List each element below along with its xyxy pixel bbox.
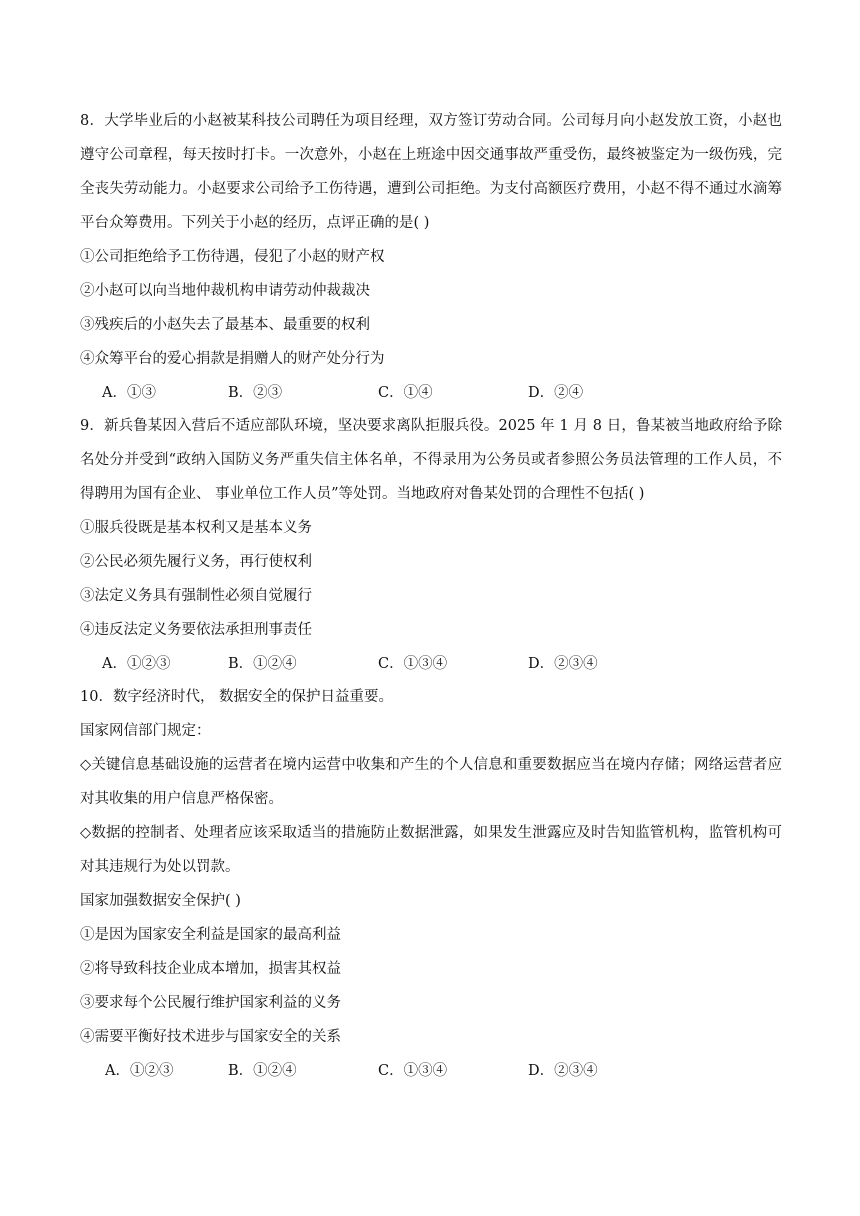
question-10 [80, 680, 782, 1088]
option-d[interactable]: D．②③④ [528, 656, 598, 672]
statement-item: ④众筹平台的爱心捐款是捐赠人的财产处分行为 [80, 351, 385, 367]
statement-item: ④违反法定义务要依法承担刑事责任 [80, 622, 312, 638]
question-9 [80, 409, 782, 681]
option-b[interactable]: B．①②④ [228, 656, 297, 672]
regulation-paragraph: ◇关键信息基础设施的运营者在境内运营中收集和产生的个人信息和重要数据应当在境内存储；网络运营者应对其收集的用户信息严格保密。 [80, 757, 782, 807]
option-c[interactable]: C．①③④ [378, 656, 448, 672]
option-b[interactable]: B．①②④ [228, 1063, 297, 1079]
statement-item: ④需要平衡好技术进步与国家安全的关系 [80, 1029, 341, 1045]
option-d[interactable]: D．②④ [528, 385, 584, 401]
question-stem: 国家加强数据安全保护( ) [80, 893, 241, 909]
option-d[interactable]: D．②③④ [528, 1063, 598, 1079]
statement-item: ③残疾后的小赵失去了最基本、最重要的权利 [80, 317, 370, 333]
regulation-paragraph: ◇数据的控制者、处理者应该采取适当的措施防止数据泄露，如果发生泄露应及时告知监管机构，监管机构可对其违规行为处以罚款。 [80, 825, 782, 875]
answer-options [80, 647, 782, 681]
statement-item: ②小赵可以向当地仲裁机构申请劳动仲裁裁决 [80, 283, 370, 299]
statement-item: ③法定义务具有强制性必须自觉履行 [80, 588, 312, 604]
statement-item: ①公司拒绝给予工伤待遇，侵犯了小赵的财产权 [80, 249, 385, 265]
question-intro: 国家网信部门规定： [80, 723, 211, 739]
question-stem: 9．新兵鲁某因入营后不适应部队环境，坚决要求离队拒服兵役。2025 年 1 月 8 日，鲁某被当地政府给予除名处分并受到“政纳入国防义务严重失信主体名单，不得录用为公务员或者参照公务员法管理的工作人员，不得聘用为国有企业、 事业单位工作人员”等处罚。当地政府对鲁某处罚的合理性不包括( ) [80, 418, 782, 502]
question-intro: 10．数字经济时代， 数据安全的保护日益重要。 [80, 689, 394, 705]
answer-options [80, 1054, 782, 1088]
statement-item: ③要求每个公民履行维护国家利益的义务 [80, 995, 341, 1011]
question-8 [80, 104, 782, 410]
option-c[interactable]: C．①③④ [378, 1063, 448, 1079]
statement-item: ①服兵役既是基本权利又是基本义务 [80, 520, 312, 536]
option-b[interactable]: B．②③ [228, 385, 283, 401]
option-a[interactable]: A．①③ [102, 385, 156, 401]
statement-item: ②将导致科技企业成本增加，损害其权益 [80, 961, 341, 977]
question-stem: 8．大学毕业后的小赵被某科技公司聘任为项目经理，双方签订劳动合同。公司每月向小赵发放工资，小赵也遵守公司章程，每天按时打卡。一次意外，小赵在上班途中因交通事故严重受伤，最终被鉴定为一级伤残，完全丧失劳动能力。小赵要求公司给予工伤待遇，遭到公司拒绝。为支付高额医疗费用，小赵不得不通过水滴筹平台众筹费用。下列关于小赵的经历，点评正确的是( ) [80, 113, 782, 231]
statement-item: ②公民必须先履行义务，再行使权利 [80, 554, 312, 570]
option-a[interactable]: A．①②③ [102, 656, 171, 672]
option-c[interactable]: C．①④ [378, 385, 433, 401]
answer-options [80, 376, 782, 410]
option-a[interactable]: A．①②③ [105, 1063, 174, 1079]
statement-item: ①是因为国家安全利益是国家的最高利益 [80, 927, 341, 943]
